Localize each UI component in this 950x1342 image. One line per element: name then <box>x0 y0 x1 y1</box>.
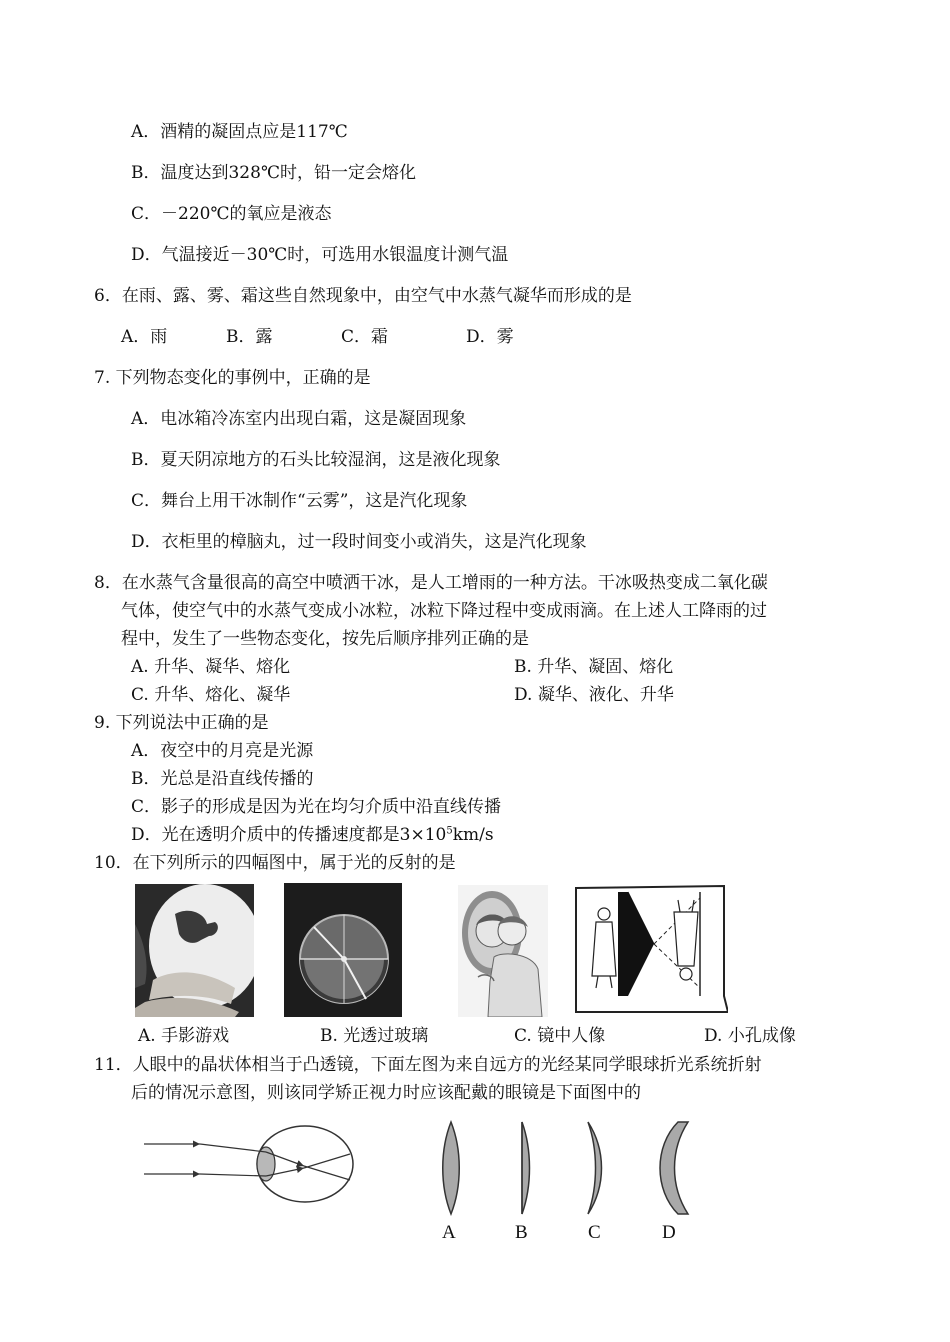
q6-option-c: C．霜 <box>341 327 389 347</box>
q9-option-d <box>131 824 494 846</box>
lens-label-d: D <box>662 1222 676 1243</box>
q5-option-b: B．温度达到328℃时，铅一定会熔化 <box>131 163 416 183</box>
q10-stem: 10．在下列所示的四幅图中，属于光的反射的是 <box>94 853 456 873</box>
q8-stem-line-2: 气体，使空气中的水蒸气变成小冰粒，冰粒下降过程中变成雨滴。在上述人工降雨的过 <box>121 601 767 621</box>
q11-stem-line-1: 11．人眼中的晶状体相当于凸透镜，下面左图为来自远方的光经某同学眼球折光系统折射 <box>94 1055 762 1075</box>
pinhole-imaging-figure <box>574 884 728 1016</box>
hand-shadow-figure <box>135 884 254 1017</box>
q9-option-d-suffix: km/s <box>452 825 494 845</box>
lens-c-meniscus <box>584 1120 608 1216</box>
lens-a-biconvex <box>436 1120 466 1216</box>
q10-caption-d: D. 小孔成像 <box>704 1026 796 1046</box>
q9-option-c: C．影子的形成是因为光在均匀介质中沿直线传播 <box>131 797 502 817</box>
q8-option-c: C. 升华、熔化、凝华 <box>131 685 291 705</box>
q8-option-a: A. 升华、凝华、熔化 <box>131 657 291 677</box>
q10-caption-a: A. 手影游戏 <box>138 1026 230 1046</box>
q8-option-b: B. 升华、凝固、熔化 <box>514 657 674 677</box>
lens-label-b: B <box>515 1222 528 1243</box>
q8-stem-line-3: 程中，发生了一些物态变化，按先后顺序排列正确的是 <box>121 629 529 649</box>
lens-label-a: A <box>442 1222 456 1243</box>
q9-stem: 9. 下列说法中正确的是 <box>94 713 269 733</box>
q9-option-a: A．夜空中的月亮是光源 <box>131 741 314 761</box>
q7-option-d: D．衣柜里的樟脑丸，过一段时间变小或消失，这是汽化现象 <box>131 532 587 552</box>
lens-b-plano-convex <box>514 1120 538 1216</box>
q8-option-d: D. 凝华、液化、升华 <box>514 685 674 705</box>
q7-option-b: B．夏天阴凉地方的石头比较湿润，这是液化现象 <box>131 450 501 470</box>
q7-stem: 7. 下列物态变化的事例中，正确的是 <box>94 368 371 388</box>
q8-stem-line-1: 8．在水蒸气含量很高的高空中喷洒干冰，是人工增雨的一种方法。干冰吸热变成二氧化碳 <box>94 573 768 593</box>
q11-stem-line-2: 后的情况示意图，则该同学矫正视力时应该配戴的眼镜是下面图中的 <box>131 1083 641 1103</box>
lens-d-concave <box>650 1120 690 1216</box>
q9-option-d-exponent: 5 <box>446 825 453 837</box>
lens-label-c: C <box>588 1222 601 1243</box>
q10-caption-b: B. 光透过玻璃 <box>320 1026 429 1046</box>
q10-caption-c: C. 镜中人像 <box>514 1026 606 1046</box>
q6-option-d: D．雾 <box>466 327 514 347</box>
q6-stem: 6．在雨、露、雾、霜这些自然现象中，由空气中水蒸气凝华而形成的是 <box>94 286 632 306</box>
q9-option-d-prefix: D．光在透明介质中的传播速度都是3×10 <box>131 825 447 845</box>
q5-option-a: A．酒精的凝固点应是117℃ <box>131 122 348 142</box>
q6-option-a: A．雨 <box>121 327 168 347</box>
q6-option-b: B．露 <box>226 327 273 347</box>
q7-option-a: A．电冰箱冷冻室内出现白霜，这是凝固现象 <box>131 409 467 429</box>
mirror-image-figure <box>458 885 548 1017</box>
q9-option-b: B．光总是沿直线传播的 <box>131 769 314 789</box>
q5-option-d: D．气温接近－30℃时，可选用水银温度计测气温 <box>131 245 509 265</box>
light-through-glass-figure <box>284 883 402 1017</box>
q7-option-c: C．舞台上用干冰制作“云雾”，这是汽化现象 <box>131 491 468 511</box>
q5-option-c: C．－220℃的氧应是液态 <box>131 204 332 224</box>
eye-diagram <box>140 1120 360 1210</box>
